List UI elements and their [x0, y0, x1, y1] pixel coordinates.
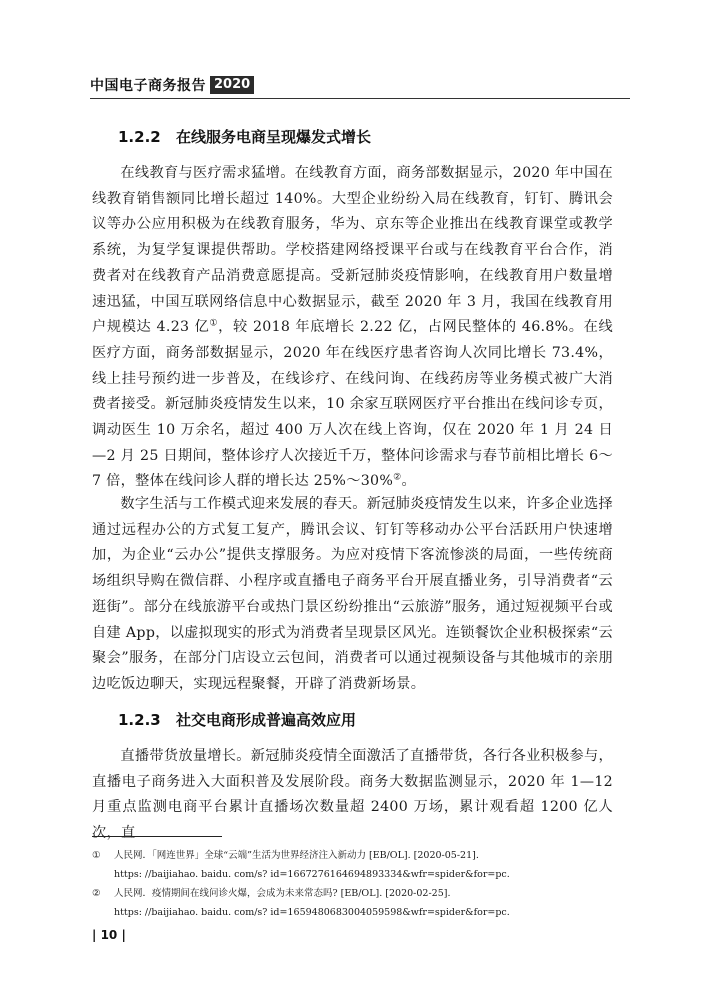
footnote-citation: 人民网．疫情期间在线问诊火爆，会成为未来常态吗? [EB/OL]. [2020-02-25]. [114, 888, 451, 899]
footnote-mark: ① [92, 850, 101, 861]
paragraph-text: 在线教育与医疗需求猛增。在线教育方面，商务部数据显示，2020 年中国在线教育销售额同比增长超过 140%。大型企业纷纷入局在线教育，钉钉、腾讯会议等办公应用积极为在线教育服务，华为、京东等企业推出在线教育课堂或教学系统，为复学复课提供帮助。学校搭建网络授课平台或与在线教育平台合作，消费者对在线教育产品消费意愿提高。受新冠肺炎疫情影响，在线教育用户数量增速迅猛，中国互联网络信息中心数据显示，截至 2020 年 3 月，我国在线教育用户规模达 4.23 亿 [92, 165, 613, 336]
paragraph-text: 。 [401, 473, 417, 490]
paragraph-online-education-medical [92, 161, 613, 495]
page-number-bar-left: | [92, 928, 97, 942]
section-title: 社交电商形成普遍高效应用 [176, 711, 357, 729]
footnote-mark: ② [92, 888, 101, 899]
footnote-url[interactable]: https: //baijiahao. baidu. com/s? id=1667276164694893334&wfr=spider&for=pc. [114, 869, 510, 880]
section-title: 在线服务电商呈现爆发式增长 [176, 128, 372, 146]
footnote-ref-1[interactable]: ① [209, 318, 219, 329]
section-number: 1.2.2 [118, 128, 161, 146]
footnote-2 [92, 884, 622, 922]
page-number [92, 928, 126, 942]
section-number: 1.2.3 [118, 711, 161, 729]
footnote-body [114, 846, 622, 884]
running-head [90, 74, 254, 96]
page-number-value: 10 [100, 928, 118, 942]
page-number-bar-right: | [121, 928, 126, 942]
footnote-url[interactable]: https: //baijiahao. baidu. com/s? id=1659480683004059598&wfr=spider&for=pc. [114, 907, 510, 918]
section-heading-1-2-2 [118, 127, 371, 147]
paragraph-digital-life: 数字生活与工作模式迎来发展的春天。新冠肺炎疫情发生以来，许多企业选择通过远程办公的方式复工复产，腾讯会议、钉钉等移动办公平台活跃用户快速增加，为企业“云办公”提供支撑服务。为应对疫情下客流惨淡的局面，一些传统商场组织导购在微信群、小程序或直播电子商务平台开展直播业务，引导消费者“云逛街”。部分在线旅游平台或热门景区纷纷推出“云旅游”服务，通过短视频平台或自建 App，以虚拟现实的形式为消费者呈现景区风光。连锁餐饮企业积极探索“云聚会”服务，在部分门店设立云包间，消费者可以通过视频设备与其他城市的亲朋边吃饭边聊天，实现远程聚餐，开辟了消费新场景。 [92, 496, 613, 692]
paragraph-text: ，较 2018 年底增长 2.22 亿，占网民整体的 46.8%。在线医疗方面，商务部数据显示，2020 年在线医疗患者咨询人次同比增长 73.4%，线上挂号预约进一步普及，在线诊疗、在线问询、在线药房等业务模式被广大消费者接受。新冠肺炎疫情发生以来，10 余家互联网医疗平台推出在线问诊专页，调动医生 10 万余名，超过 400 万人次在线上咨询，仅在 2020 年 1 月 24 日—2 月 25 日期间，整体诊疗人次接近千万，整体问诊需求与春节前相比增长 6～7 倍，整体在线问诊人群的增长达 25%～30% [92, 319, 613, 490]
section-heading-1-2-3 [118, 710, 356, 730]
book-title: 中国电子商务报告 [90, 78, 206, 94]
footnote-1 [92, 846, 622, 884]
footnote-citation: 人民网．「网连世界」全球“云端”生活为世界经济注入新动力 [EB/OL]. [2020-05-21]. [114, 850, 479, 861]
footnotes [92, 846, 622, 922]
book-year-badge: 2020 [210, 76, 254, 94]
paragraph-live-streaming: 直播带货放量增长。新冠肺炎疫情全面激活了直播带货，各行各业积极参与，直播电子商务进入大面积普及发展阶段。商务大数据监测显示，2020 年 1—12 月重点监测电商平台累计直播场次数量超 2400 万场，累计观看超 1200 亿人次，直 [92, 748, 613, 842]
header-rule [90, 98, 630, 99]
footnote-rule [92, 836, 222, 837]
footnote-body [114, 884, 622, 922]
footnote-ref-2[interactable]: ② [393, 472, 402, 483]
